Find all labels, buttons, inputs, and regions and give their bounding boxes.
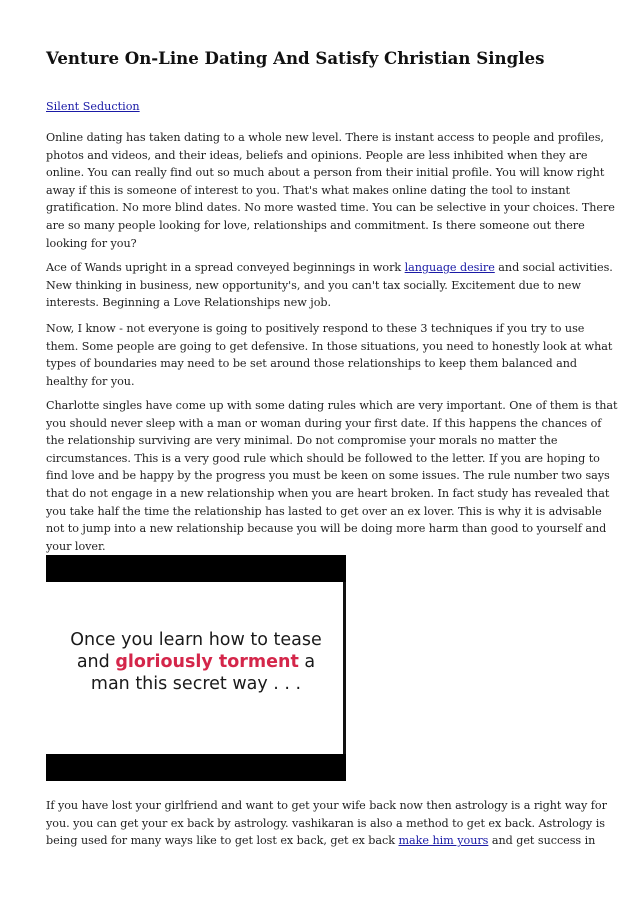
text-line: find love and be happy by the progress you must be keen on some issues. The rule number two says bbox=[46, 469, 610, 483]
promo-image bbox=[46, 555, 346, 781]
promo-caption bbox=[46, 629, 346, 695]
text-line: circumstances. This is a very good rule which should be followed to the letter. If you are hoping to bbox=[46, 451, 600, 465]
text-line: away if this is someone of interest to you. That's what makes online dating the tool to instant bbox=[46, 183, 570, 197]
paragraph-ace-of-wands bbox=[46, 259, 613, 312]
text-span: and social activities. bbox=[494, 261, 613, 274]
text-span: Ace of Wands upright in a spread conveyed beginnings in work bbox=[46, 261, 405, 274]
text-line: New thinking in business, new opportunity's, and you can't tax socially. Excitement due to new bbox=[46, 278, 581, 292]
make-him-yours-link[interactable]: make him yours bbox=[398, 834, 489, 848]
text-span: being used for many ways like to get lost ex back, get ex back bbox=[46, 834, 399, 848]
text-span: and get success in bbox=[488, 834, 596, 848]
paragraph-astrology bbox=[46, 797, 606, 850]
text-line bbox=[46, 832, 606, 850]
text-line: are so many people looking for love, relationships and commitment. Is there someone out there bbox=[46, 218, 585, 232]
text-line: Online dating has taken dating to a whole new level. There is instant access to people and profiles, bbox=[46, 131, 604, 144]
promo-caption-text: a bbox=[298, 652, 316, 672]
text-line: photos and videos, and their ideas, beliefs and opinions. People are less inhibited when they are bbox=[46, 148, 588, 162]
promo-caption-line: Once you learn how to tease bbox=[70, 630, 322, 650]
text-line: your lover. bbox=[46, 539, 106, 553]
text-line: you. you can get your ex back by astrology. vashikaran is also a method to get ex back. Astrology is bbox=[46, 816, 605, 830]
text-line: Now, I know - not everyone is going to positively respond to these 3 techniques if you try to use bbox=[46, 322, 585, 335]
text-line: Charlotte singles have come up with some dating rules which are very important. One of them is that bbox=[46, 399, 618, 412]
page-title: Venture On-Line Dating And Satisfy Christian Singles bbox=[46, 48, 545, 68]
text-line: If you have lost your girlfriend and want to get your wife back now then astrology is a right way for bbox=[46, 799, 607, 812]
paragraph-online-dating bbox=[46, 129, 615, 252]
paragraph-charlotte-singles bbox=[46, 397, 618, 555]
promo-highlight-text: gloriously torment bbox=[115, 652, 299, 672]
text-line: that do not engage in a new relationship when you are heart broken. In fact study has revealed that bbox=[46, 486, 610, 500]
text-line bbox=[46, 259, 613, 277]
promo-caption-line bbox=[46, 651, 346, 673]
author-link[interactable]: Silent Seduction bbox=[46, 100, 140, 113]
text-line: online. You can really find out so much about a person from their initial profile. You will know right bbox=[46, 166, 605, 180]
text-line: you should never sleep with a man or woman during your first date. If this happens the chances of bbox=[46, 416, 602, 430]
text-line: looking for you? bbox=[46, 236, 137, 250]
text-line: gratification. No more blind dates. No more wasted time. You can be selective in your choices. There bbox=[46, 201, 615, 215]
text-line: healthy for you. bbox=[46, 374, 135, 388]
promo-caption-text: and bbox=[76, 652, 116, 672]
text-line: them. Some people are going to get defensive. In those situations, you need to honestly look at what bbox=[46, 339, 613, 353]
text-line: types of boundaries may need to be set around those relationships to keep them balanced and bbox=[46, 357, 578, 371]
promo-caption-line: man this secret way . . . bbox=[90, 674, 302, 694]
text-line: you take half the time the relationship has lasted to get over an ex lover. This is why it is advisable bbox=[46, 504, 602, 518]
text-line: the relationship surviving are very minimal. Do not compromise your morals no matter the bbox=[46, 434, 558, 448]
text-line: not to jump into a new relationship because you will be doing more harm than good to yourself and bbox=[46, 522, 607, 536]
language-desire-link[interactable]: language desire bbox=[404, 261, 495, 274]
image-top-bar bbox=[46, 555, 346, 582]
text-line: interests. Beginning a Love Relationships new job. bbox=[46, 296, 332, 310]
image-bottom-bar bbox=[46, 754, 346, 781]
paragraph-techniques bbox=[46, 320, 613, 390]
